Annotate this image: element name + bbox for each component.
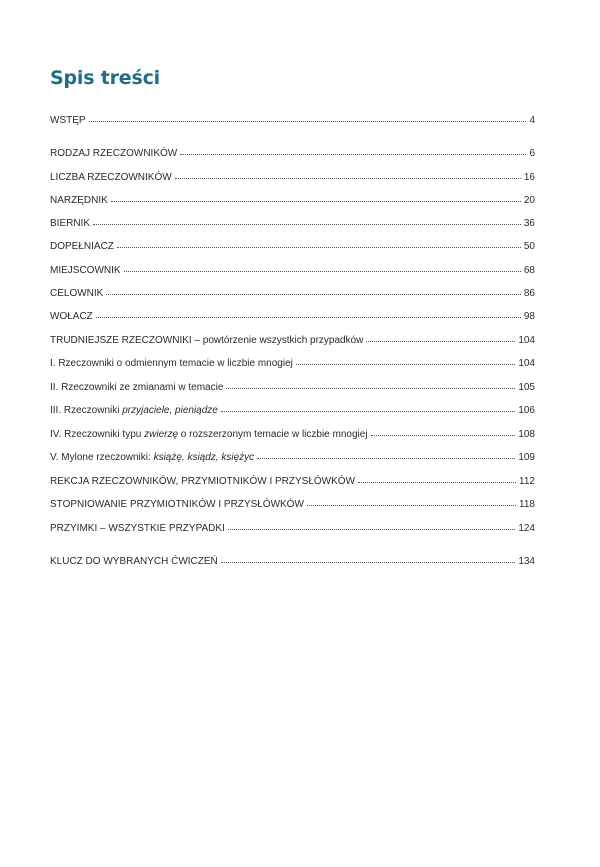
toc-entry-page-number: 20 <box>523 195 535 206</box>
toc-entry-label <box>50 381 223 395</box>
toc-entry-label-text: I. Rzeczowniki o odmiennym temacie w liczbie mnogiej <box>50 358 293 369</box>
dot-leader <box>371 426 516 437</box>
toc-entry[interactable] <box>50 308 535 324</box>
toc-entry-page-number: 86 <box>523 288 535 299</box>
dot-leader <box>221 402 515 413</box>
toc-entry-page-number: 4 <box>529 115 535 126</box>
toc-entry-label <box>50 194 108 208</box>
toc-entry-label-text: o rozszerzonym temacie w liczbie mnogiej <box>178 429 368 440</box>
toc-entry[interactable] <box>50 355 535 371</box>
toc-entry-label-text: TRUDNIEJSZE RZECZOWNIKI – powtórzenie wszystkich przypadków <box>50 335 364 346</box>
toc-entry-label <box>50 404 218 418</box>
toc-entry-label <box>50 240 114 254</box>
toc-entry-label <box>50 357 293 371</box>
toc-entry-label <box>50 147 177 161</box>
dot-leader <box>307 496 516 507</box>
toc-entry-label-text: DOPEŁNIACZ <box>50 241 114 252</box>
toc-entry[interactable] <box>50 473 535 489</box>
toc-entry-label-text: CELOWNIK <box>50 288 104 299</box>
toc-entry[interactable] <box>50 145 535 161</box>
toc-entry-label-italic: zwierzę <box>144 429 179 440</box>
toc-entry-page-number: 124 <box>518 523 535 534</box>
toc-entry-page-number: 50 <box>523 241 535 252</box>
toc-entry-label-text: WOŁACZ <box>50 311 93 322</box>
toc-entry[interactable] <box>50 238 535 254</box>
toc-entry-label-italic: przyjaciele, pieniądze <box>122 405 218 416</box>
page-title: Spis treści <box>50 67 160 89</box>
toc-entry-label <box>50 428 368 442</box>
dot-leader <box>124 262 521 273</box>
toc-entry-page-number: 68 <box>523 265 535 276</box>
dot-leader <box>226 379 515 390</box>
dot-leader <box>175 169 521 180</box>
toc-entry-label-text: V. Mylone rzeczowniki: <box>50 452 154 463</box>
toc-entry-label-text: III. Rzeczowniki <box>50 405 123 416</box>
toc-entry[interactable] <box>50 496 535 512</box>
toc-entry-label <box>50 555 218 569</box>
toc-entry-label-text: IV. Rzeczowniki typu <box>50 429 145 440</box>
toc-entry-label <box>50 334 363 348</box>
toc-entry-page-number: 16 <box>523 172 535 183</box>
toc-entry-label <box>50 498 304 512</box>
toc-entry-page-number: 98 <box>523 311 535 322</box>
toc-entry-page-number: 104 <box>518 358 535 369</box>
toc-entry[interactable] <box>50 285 535 301</box>
dot-leader <box>106 285 521 296</box>
toc-entry-page-number: 112 <box>519 476 535 487</box>
toc-entry[interactable] <box>50 215 535 231</box>
toc-entry-label-text: PRZYIMKI – WSZYSTKIE PRZYPADKI <box>50 523 225 534</box>
toc-entry-label <box>50 287 103 301</box>
toc-entry-label <box>50 310 93 324</box>
toc-entry[interactable] <box>50 520 535 536</box>
dot-leader <box>221 553 516 564</box>
dot-leader <box>358 473 516 484</box>
toc-entry-page-number: 134 <box>518 556 535 567</box>
toc-entry-label-text: BIERNIK <box>50 218 91 229</box>
toc-entry[interactable] <box>50 449 535 465</box>
toc-entry-label-text: STOPNIOWANIE PRZYMIOTNIKÓW I PRZYSŁÓWKÓW <box>50 499 304 510</box>
toc-entry-label-italic: książę, ksiądz, księżyc <box>153 452 255 463</box>
dot-leader <box>89 112 527 123</box>
toc-entry-label <box>50 522 225 536</box>
toc-entry-page-number: 109 <box>518 452 535 463</box>
dot-leader <box>366 332 515 343</box>
toc-entry-label-text: LICZBA RZECZOWNIKÓW <box>50 172 172 183</box>
toc-entry-label-text: NARZĘDNIK <box>50 195 108 206</box>
dot-leader <box>93 215 521 226</box>
toc-entry[interactable] <box>50 332 535 348</box>
toc-entry-page-number: 118 <box>519 499 535 510</box>
toc-entry-label <box>50 451 254 465</box>
toc-entry[interactable] <box>50 192 535 208</box>
toc-entry[interactable] <box>50 402 535 418</box>
toc-entry-label-text: II. Rzeczowniki ze zmianami w temacie <box>50 382 224 393</box>
toc-entry-label <box>50 264 121 278</box>
toc-entry-page-number: 104 <box>518 335 535 346</box>
toc-entry[interactable] <box>50 553 535 569</box>
toc-entry-page-number: 106 <box>518 405 535 416</box>
toc-entry-page-number: 36 <box>523 218 535 229</box>
toc-entry-label-text: RODZAJ RZECZOWNIKÓW <box>50 148 178 159</box>
dot-leader <box>228 520 515 531</box>
toc-entry-page-number: 108 <box>518 429 535 440</box>
toc-entry[interactable] <box>50 262 535 278</box>
dot-leader <box>117 238 521 249</box>
dot-leader <box>180 145 526 156</box>
toc-entry-label <box>50 114 86 128</box>
toc-entry[interactable] <box>50 379 535 395</box>
toc-entry-label-text: REKCJA RZECZOWNIKÓW, PRZYMIOTNIKÓW I PRZYSŁÓWKÓW <box>50 476 356 487</box>
toc-entry-page-number: 6 <box>529 148 535 159</box>
dot-leader <box>296 355 515 366</box>
toc-entry[interactable] <box>50 169 535 185</box>
toc-entry-label-text: KLUCZ DO WYBRANYCH ĆWICZEŃ <box>50 556 218 567</box>
dot-leader <box>257 449 515 460</box>
toc-entry-label <box>50 171 172 185</box>
toc-entry-page-number: 105 <box>518 382 535 393</box>
toc-entry[interactable] <box>50 112 535 128</box>
toc-entry-label <box>50 217 90 231</box>
dot-leader <box>96 308 521 319</box>
toc-entry[interactable] <box>50 426 535 442</box>
toc-entry-label-text: MIEJSCOWNIK <box>50 265 121 276</box>
toc-entry-label <box>50 475 355 489</box>
toc-entry-label-text: WSTĘP <box>50 115 86 126</box>
dot-leader <box>111 192 521 203</box>
